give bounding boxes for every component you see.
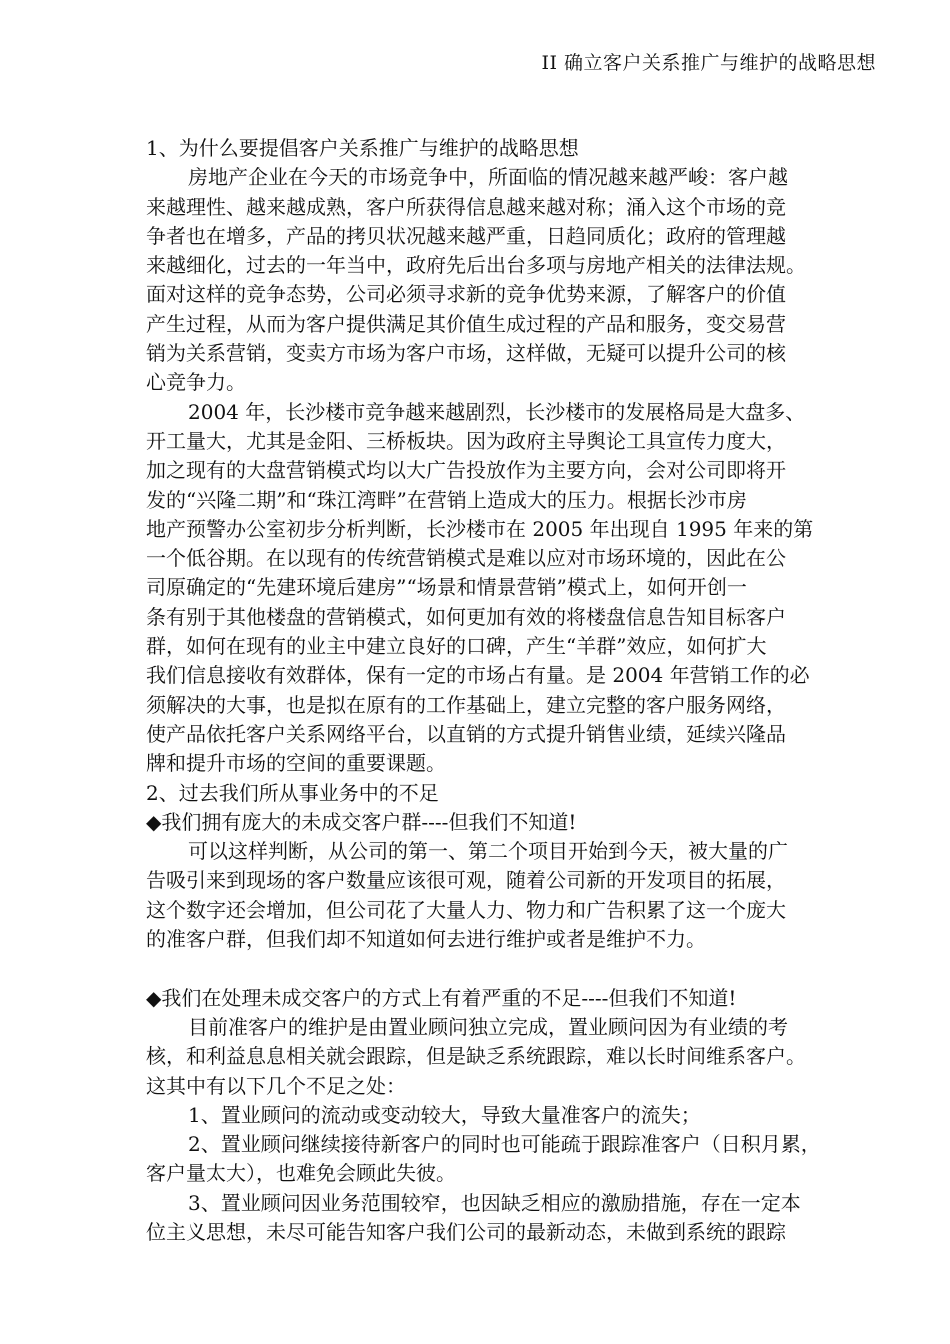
paragraph-line: 加之现有的大盘营销模式均以大广告投放作为主要方向，会对公司即将开	[146, 458, 786, 483]
bullet-heading: ◆我们拥有庞大的未成交客户群----但我们不知道!	[146, 809, 577, 834]
paragraph-line: 来越细化，过去的一年当中，政府先后出台多项与房地产相关的法律法规。	[146, 253, 806, 278]
list-item: 2、置业顾问继续接待新客户的同时也可能疏于跟踪准客户（日积月累，	[188, 1132, 821, 1157]
document-body	[146, 134, 886, 1247]
paragraph-line: 一个低谷期。在以现有的传统营销模式是难以应对市场环境的，因此在公	[146, 546, 786, 571]
paragraph-line: 心竞争力。	[146, 370, 246, 395]
list-item-continuation: 客户量太大），也难免会顾此失彼。	[146, 1161, 456, 1186]
paragraph-line: 产生过程，从而为客户提供满足其价值生成过程的产品和服务，变交易营	[146, 311, 786, 336]
paragraph-line: 核，和利益息息相关就会跟踪，但是缺乏系统跟踪，难以长时间维系客户。	[146, 1044, 806, 1069]
paragraph-line: 来越理性、越来越成熟，客户所获得信息越来越对称；涌入这个市场的竞	[146, 194, 786, 219]
paragraph-line: 2004 年，长沙楼市竞争越来越剧烈，长沙楼市的发展格局是大盘多、	[188, 399, 806, 424]
paragraph-line: 的准客户群，但我们却不知道如何去进行维护或者是维护不力。	[146, 927, 706, 952]
bullet-heading: ◆我们在处理未成交客户的方式上有着严重的不足----但我们不知道!	[146, 985, 737, 1010]
paragraph-line: 使产品依托客户关系网络平台，以直销的方式提升销售业绩，延续兴隆品	[146, 721, 786, 746]
paragraph-line: 这个数字还会增加，但公司花了大量人力、物力和广告积累了这一个庞大	[146, 897, 786, 922]
paragraph-line: 目前准客户的维护是由置业顾问独立完成，置业顾问因为有业绩的考	[188, 1014, 788, 1039]
paragraph-line: 可以这样判断，从公司的第一、第二个项目开始到今天，被大量的广	[188, 839, 788, 864]
paragraph-line: 须解决的大事，也是拟在原有的工作基础上，建立完整的客户服务网络，	[146, 692, 786, 717]
paragraph-line: 条有别于其他楼盘的营销模式，如何更加有效的将楼盘信息告知目标客户	[146, 604, 786, 629]
list-item: 1、置业顾问的流动或变动较大，导致大量准客户的流失；	[188, 1102, 701, 1127]
list-item: 3、置业顾问因业务范围较窄，也因缺乏相应的激励措施，存在一定本	[188, 1190, 801, 1215]
paragraph-line: 这其中有以下几个不足之处：	[146, 1073, 406, 1098]
paragraph-line: 我们信息接收有效群体，保有一定的市场占有量。是 2004 年营销工作的必	[146, 663, 810, 688]
section-heading-2: 2、过去我们所从事业务中的不足	[146, 780, 439, 805]
section-heading-1: 1、为什么要提倡客户关系推广与维护的战略思想	[146, 136, 579, 160]
paragraph-line: 发的“兴隆二期”和“珠江湾畔”在营销上造成大的压力。根据长沙市房	[146, 487, 747, 512]
paragraph-line: 销为关系营销，变卖方市场为客户市场，这样做，无疑可以提升公司的核	[146, 341, 786, 366]
list-item-continuation: 位主义思想，未尽可能告知客户我们公司的最新动态，未做到系统的跟踪	[146, 1219, 786, 1244]
blank-line	[146, 954, 886, 983]
paragraph-line: 面对这样的竞争态势，公司必须寻求新的竞争优势来源，了解客户的价值	[146, 282, 786, 307]
paragraph-line: 开工量大，尤其是金阳、三桥板块。因为政府主导舆论工具宣传力度大，	[146, 428, 786, 453]
paragraph-line: 房地产企业在今天的市场竞争中，所面临的情况越来越严峻：客户越	[188, 165, 788, 190]
paragraph-line: 牌和提升市场的空间的重要课题。	[146, 751, 446, 776]
paragraph-line: 争者也在增多，产品的拷贝状况越来越严重，日趋同质化；政府的管理越	[146, 223, 786, 248]
paragraph-line: 告吸引来到现场的客户数量应该很可观，随着公司新的开发项目的拓展，	[146, 868, 786, 893]
page-header-title: II 确立客户关系推广与维护的战略思想	[541, 52, 876, 74]
paragraph-line: 司原确定的“先建环境后建房”“场景和情景营销”模式上，如何开创一	[146, 575, 747, 600]
paragraph-line: 群，如何在现有的业主中建立良好的口碑，产生“羊群”效应，如何扩大	[146, 634, 767, 659]
paragraph-line: 地产预警办公室初步分析判断，长沙楼市在 2005 年出现自 1995 年来的第	[146, 516, 814, 541]
